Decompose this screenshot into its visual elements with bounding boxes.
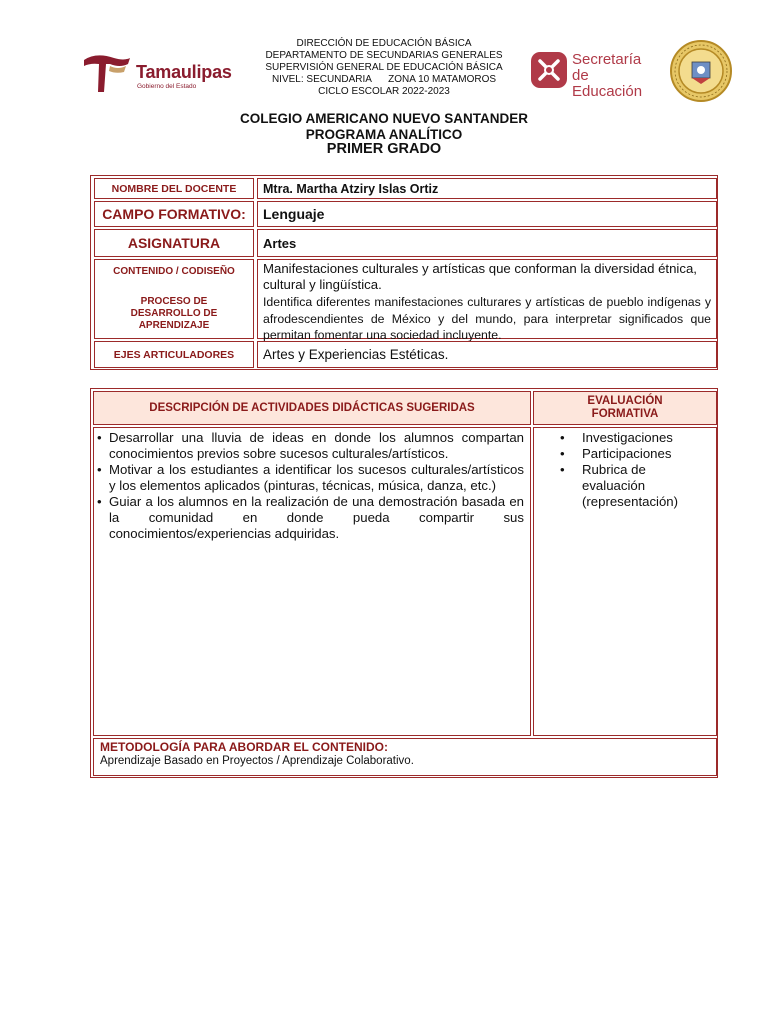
secretaria-logo xyxy=(530,48,660,100)
methodology-value: Aprendizaje Basado en Proyectos / Aprendizaje Colaborativo. xyxy=(100,755,414,767)
program-title: PROGRAMA ANALÍTICO xyxy=(305,126,463,142)
activities-list xyxy=(97,430,524,542)
tamaulipas-subtitle: Gobierno del Estado xyxy=(137,83,197,90)
school-title-block xyxy=(150,111,618,158)
header-line-5: CICLO ESCOLAR 2022-2023 xyxy=(318,86,450,97)
proceso-value: Identifica diferentes manifestaciones culturares y artísticas de pueblo indígenas y afrodescendientes de México y del mundo, para interpretar significados que permitan fomentar una sociedad incluyente. xyxy=(263,295,711,342)
tamaulipas-logo xyxy=(80,52,232,100)
header-lines xyxy=(232,38,536,98)
activities-header: DESCRIPCIÓN DE ACTIVIDADES DIDÁCTICAS SUGERIDAS xyxy=(93,391,531,425)
asignatura-label: ASIGNATURA xyxy=(94,229,254,257)
contenido-value: Manifestaciones culturales y artísticas que conforman la diversidad étnica, cultural y lingüística. xyxy=(263,261,697,292)
campo-value: Lenguaje xyxy=(257,201,717,227)
activity-item: • Desarrollar una lluvia de ideas en donde los alumnos compartan conocimientos previos sobre sucesos culturales/artísticos. xyxy=(97,430,524,462)
grade-title: PRIMER GRADO xyxy=(326,141,442,157)
tamaulipas-wordmark: Tamaulipas xyxy=(136,62,232,82)
header-line-2: DEPARTAMENTO DE SECUNDARIAS GENERALES xyxy=(265,50,503,61)
seal-icon xyxy=(670,40,732,102)
secretaria-emblem-icon xyxy=(530,51,568,89)
methodology-cell xyxy=(93,738,717,776)
asignatura-value: Artes xyxy=(257,229,717,257)
secretaria-line-1: Secretaría xyxy=(572,51,642,68)
school-name: COLEGIO AMERICANO NUEVO SANTANDER xyxy=(239,111,528,126)
contenido-proceso-values xyxy=(257,259,717,342)
secretaria-text xyxy=(572,52,660,100)
secretaria-line-2: de Educación xyxy=(572,67,643,100)
methodology-label: METODOLOGÍA PARA ABORDAR EL CONTENIDO: xyxy=(100,740,388,754)
info-table xyxy=(90,175,718,370)
evaluation-item: • Rubrica de evaluación (representación) xyxy=(556,462,686,510)
tamaulipas-emblem-icon xyxy=(80,52,134,96)
evaluation-list xyxy=(556,430,686,510)
header-line-1: DIRECCIÓN DE EDUCACIÓN BÁSICA xyxy=(296,38,472,49)
activities-cell xyxy=(93,427,531,736)
activity-item: • Motivar a los estudiantes a identificar los sucesos culturales/artísticos y los elementos aplicados (pinturas, técnicas, música, danza, etc.) xyxy=(97,462,524,494)
activities-table xyxy=(90,388,718,778)
contenido-proceso-labels xyxy=(94,259,254,339)
docente-label: NOMBRE DEL DOCENTE xyxy=(94,178,254,199)
evaluation-item: • Investigaciones xyxy=(556,430,686,446)
docente-value: Mtra. Martha Atziry Islas Ortiz xyxy=(257,178,717,199)
header-line-4: NIVEL: SECUNDARIA ZONA 10 MATAMOROS xyxy=(271,74,497,85)
proceso-label: PROCESO DE DESARROLLO DE APRENDIZAJE xyxy=(130,296,218,331)
evaluation-item: • Participaciones xyxy=(556,446,686,462)
evaluation-header: EVALUACIÓN FORMATIVA xyxy=(533,391,717,425)
evaluation-cell xyxy=(533,427,717,736)
campo-label: CAMPO FORMATIVO: xyxy=(94,201,254,227)
ejes-value: Artes y Experiencias Estéticas. xyxy=(257,341,717,368)
supervision-seal xyxy=(670,40,732,102)
header-line-3: SUPERVISIÓN GENERAL DE EDUCACIÓN BÁSICA xyxy=(265,62,503,73)
ejes-label: EJES ARTICULADORES xyxy=(94,341,254,368)
contenido-label: CONTENIDO / CODISEÑO xyxy=(113,266,235,277)
activity-item: • Guiar a los alumnos en la realización de una demostración basada en la comunidad en donde pueda compartir sus conocimientos/experiencias adquiridas. xyxy=(97,494,524,542)
